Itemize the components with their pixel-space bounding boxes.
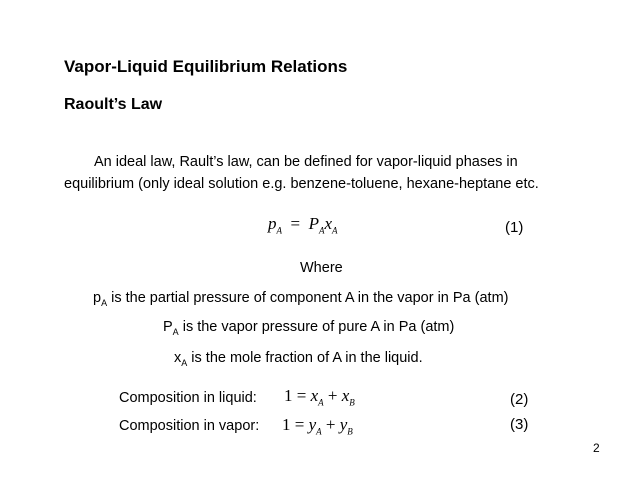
eq1-rhs-sub1: A <box>318 225 325 236</box>
definition-vapor-pressure <box>163 319 454 337</box>
def1-sub: A <box>101 297 108 308</box>
definition-mole-fraction <box>174 350 423 368</box>
composition-liquid-equation <box>284 386 355 407</box>
equation-number-2: (2) <box>510 391 529 408</box>
liq-plus: + <box>327 386 338 405</box>
liq-one: 1 <box>284 386 293 405</box>
vap-sub1: A <box>316 426 322 437</box>
vap-var1: y <box>308 415 317 434</box>
eq1-lhs-var: p <box>268 214 277 233</box>
liq-var1: x <box>310 386 319 405</box>
composition-vapor-label: Composition in vapor: <box>119 418 260 434</box>
def3-symbol: x <box>174 350 182 366</box>
def1-symbol: p <box>93 290 102 306</box>
eq1-lhs-sub: A <box>276 225 282 236</box>
composition-liquid-label: Composition in liquid: <box>119 390 257 406</box>
eq1-equals: = <box>290 214 301 233</box>
def2-text: is the vapor pressure of pure A in Pa (atm) <box>178 319 455 335</box>
liq-equals: = <box>296 386 307 405</box>
eq1-rhs-sub2: A <box>332 225 338 236</box>
eq1-rhs-var2: x <box>324 214 333 233</box>
vap-equals: = <box>294 415 305 434</box>
slide-title: Vapor-Liquid Equilibrium Relations <box>64 57 348 76</box>
intro-line-1: An ideal law, Rault’s law, can be defined for vapor-liquid phases in <box>94 154 518 170</box>
vap-one: 1 <box>282 415 291 434</box>
equation-number-3: (3) <box>510 416 529 433</box>
liq-sub1: A <box>318 397 324 408</box>
liq-var2: x <box>341 386 350 405</box>
where-label: Where <box>300 260 343 276</box>
vap-sub2: B <box>347 426 353 437</box>
vap-plus: + <box>325 415 336 434</box>
composition-vapor-equation <box>282 415 353 436</box>
vap-var2: y <box>339 415 348 434</box>
eq1-rhs-var1: P <box>308 214 319 233</box>
intro-paragraph <box>64 151 594 195</box>
def1-text: is the partial pressure of component A in the vapor in Pa (atm) <box>107 290 509 306</box>
page-number: 2 <box>593 441 600 455</box>
equation-number-1: (1) <box>505 219 524 236</box>
def2-sub: A <box>172 326 179 337</box>
def2-symbol: P <box>163 319 173 335</box>
definition-partial-pressure <box>93 290 508 308</box>
slide-subtitle: Raoult’s Law <box>64 96 163 113</box>
intro-line-2: equilibrium (only ideal solution e.g. benzene-toluene, hexane-heptane etc. <box>64 176 539 192</box>
liq-sub2: B <box>349 397 355 408</box>
def3-text: is the mole fraction of A in the liquid. <box>187 350 423 366</box>
raoult-equation <box>268 214 338 235</box>
def3-sub: A <box>181 357 188 368</box>
